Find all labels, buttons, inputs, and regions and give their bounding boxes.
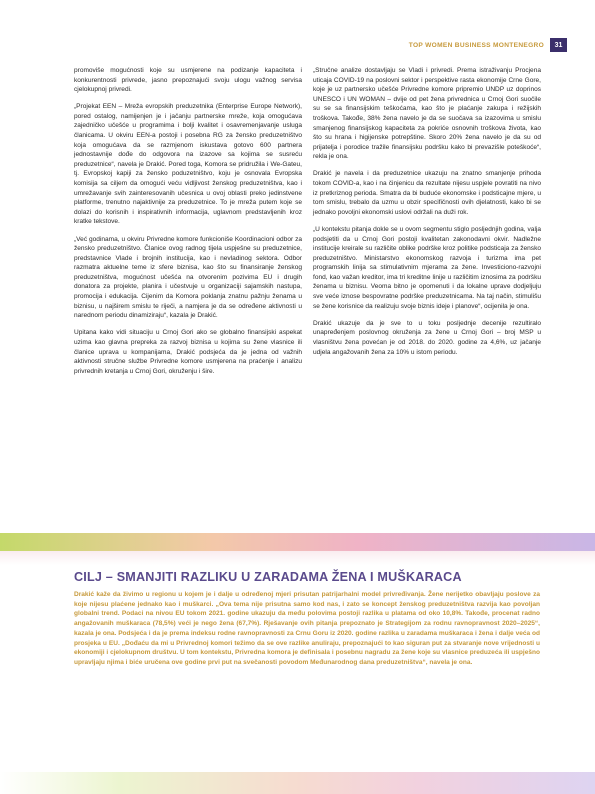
footer-gradient-band xyxy=(0,772,595,794)
decorative-gradient-fade xyxy=(0,551,595,565)
paragraph: „Već godinama, u okviru Privredne komore funkcioniše Koordinacioni odbor za žensko preduzetništvo. Članice ovog radnog tijela uspješne su preduzetnice, predstavnice Vlade i brojnih institucija, kao i nevladinog sektora. Odbor razmatra aktuelne teme iz sfere biznisa, kao što su finansiranje ženskog preduzetništva, mogućnost učešća na otvorenim pozivima EU i drugih donatora za projekte, planira i učestvuje u organizaciji sajamskih nastupa, promocija i edukacija. Cijenim da Komora poklanja znatnu pažnju ženama u biznisu, u najširem smislu te riječi, a namjera je da se određene aktivnosti u narednom periodu dinamiziraju“, kazala je Drakić. xyxy=(74,235,302,320)
page-number: 31 xyxy=(550,38,567,52)
paragraph: „Stručne analize dostavljaju se Vladi i privredi. Prema istraživanju Procjena uticaja COVID-19 na poslovni sektor i perspektive rasta ekonomije Crne Gore, koje je uz partnersko učešće Privredne komore pripremio UNDP uz doprinos UNESCO i UN WOMAN – dvije od pet žena privrednica u Crnoj Gori suočile su se sa finansijskim teškoćama, kao što je plaćanje zakupa i režijskih troškova. Takođe, 38% žena navelo je da se suočava sa izazovima u smislu smanjenog finansijskog kapaciteta za pokriće osnovnih troškova života, kao što su hrana i higijenske potrepštine. Skoro 20% žena navelo je da su od prijatelja i porodice tražile finansijsku podršku kako bi prevazišle poteškoće“, rekla je ona. xyxy=(313,67,541,161)
right-column xyxy=(313,66,541,365)
page-header xyxy=(409,38,567,52)
box-heading: CILJ – SMANJITI RAZLIKU U ZARADAMA ŽENA I MUŠKARACA xyxy=(74,570,462,584)
paragraph: promoviše mogućnosti koje su usmjerene na podizanje kapaciteta i konkurentnosti privrede, jasno prepoznajući svoju ulogu važnog servisa cjelokupnoj privredi. xyxy=(74,67,302,94)
paragraph: „U kontekstu pitanja dokle se u ovom segmentu stiglo posljednjih godina, valja podsjetiti da u Crnoj Gori postoji kvalitetan zakonodavni okvir. Nadležne institucije kreirale su različite oblike podrške kroz politike podsticaja za žensko preduzetništvo. Ministarstvo ekonomskog razvoja i turizma ima pet programskih linija sa stimulativnim mjerama za žene. Investiciono-razvojni fond, kao važan kreditor, ima tri kreditne linije u različitim iznosima za podršku ženama u biznisu. Veoma bitno je opomenuti i da lokalne uprave dodjeljuju sve veće iznose bespovratne podrške preduzetnicama. Na taj način, stimulišu se žene korisnice da realizuju svoje biznis ideje i planove“, ocijenila je ona. xyxy=(313,225,541,310)
paragraph: Upitana kako vidi situaciju u Crnoj Gori ako se globalno finansijski aspekat uzima kao glavna prepreka za razvoj biznisa u kojima su žene vlasnice ili članice uprava u kompanijama, Drakić podsjeća da je jedna od važnih aktivnosti stručne službe Privredne komore usmjerena na praćenje i analizu privrednih kretanja u Crnoj Gori, okruženju i šire. xyxy=(74,329,302,375)
left-column xyxy=(74,66,302,384)
decorative-gradient-band xyxy=(0,533,595,551)
magazine-title: TOP WOMEN BUSINESS MONTENEGRO xyxy=(408,41,544,49)
paragraph: „Projekat EEN – Mreža evropskih preduzetnika (Enterprise Europe Network), pored ostalog, namijenjen je i jačanju partnerske mreže, koja omogućava zajedničko učešće u programima i bolji kvalitet i osavremenjavanje usluga članicama. U okviru EEN-a postoji i posebna RG za žensko preduzetništvo koja omogućava da se razmjenom iskustava gotovo 600 partnera jednostavnije dođe do odgovora na izazove sa kojima se susreću preduzetnice“, navela je Drakić. Pored toga, Komora se pridružila i We-Gateu, tj. Evropskoj kapiji za žensko poduzetništvo, koju je osnovala Evropska komisija sa ciljem da omogući veću vidljivost ženskog preduzetništva, kao i umrežavanje svih zainteresovanih učesnica u ovoj oblasti preko jedinstvene platforme, trenutno najaktivnije za preduzetnice. To je mreža putem koje se dolazi do korisnih i inspirativnih informacija, uglavnom predstavljenih kroz kratke tekstove. xyxy=(74,103,302,226)
paragraph: Drakić ukazuje da je sve to u toku posljednje decenije rezultiralo unapređenjem poslovnog okruženja za žene u Crnoj Gori – broj MSP u vlasništvu žena povećan je od 2018. do 2020. godine za 4,6%, uz jačanje udjela angažovanih žena za 10% u istom periodu. xyxy=(313,319,541,356)
box-text: Drakić kaže da živimo u regionu u kojem je i dalje u određenoj mjeri prisutan patrijarhalni model privređivanja. Žene nerijetko obavljaju poslove za koje nijesu plaćene jednako kao i muškarci. „Ova tema nije prisutna samo kod nas, i zato se koncept ženskog preduzetništva razvija kao povoljan globalni trend. Podaci na nivou EU tokom 2021. godine ukazuju da među polovima postoji razlika u platama od oko 10,8%. Takođe, procenat radno angažovanih muškaraca (78,5%) veći je nego žena (67,7%). Rješavanje ovih pitanja prepoznato je Strategijom za rodnu ravnopravnost 2020–2025“, kazala je ona. Podsjeća i da je prema indeksu rodne ravnopravnosti za Crnu Goru iz 2020. godine razlika u zaradama muškaraca i žena i dalje veća od prosjeka u EU. „Dođaću da mi u Privrednoj komori težimo da se ove razlike anuliraju, prepoznajući to kao siguran put za stvaranje nove vrijednosti u ekonomiji i cjelokupnom društvu. U tom kontekstu, Privredna komora je definisala i posebnu nagradu za žene koje su vlasnice preduzeća ili uspješno upravljaju njima i biće uručena ove godine prvi put na svečanosti povodom Međunarodnog dana preduzetništva“, navela je ona. xyxy=(74,591,540,666)
paragraph: Drakić je navela i da preduzetnice ukazuju na znatno smanjenje prihoda tokom COVID-a, kao i na činjenicu da rezultate nijesu uspjele povratiti na nivo iz pretkriznog perioda. Smatra da bi buduće ekonomske i podsticajne mjere, u tom smislu, trebalo da uzmu u obzir specifičnosti ovih djelatnosti, kako bi se jednako povoljni ekonomski uslovi održali na duži rok. xyxy=(313,170,541,216)
